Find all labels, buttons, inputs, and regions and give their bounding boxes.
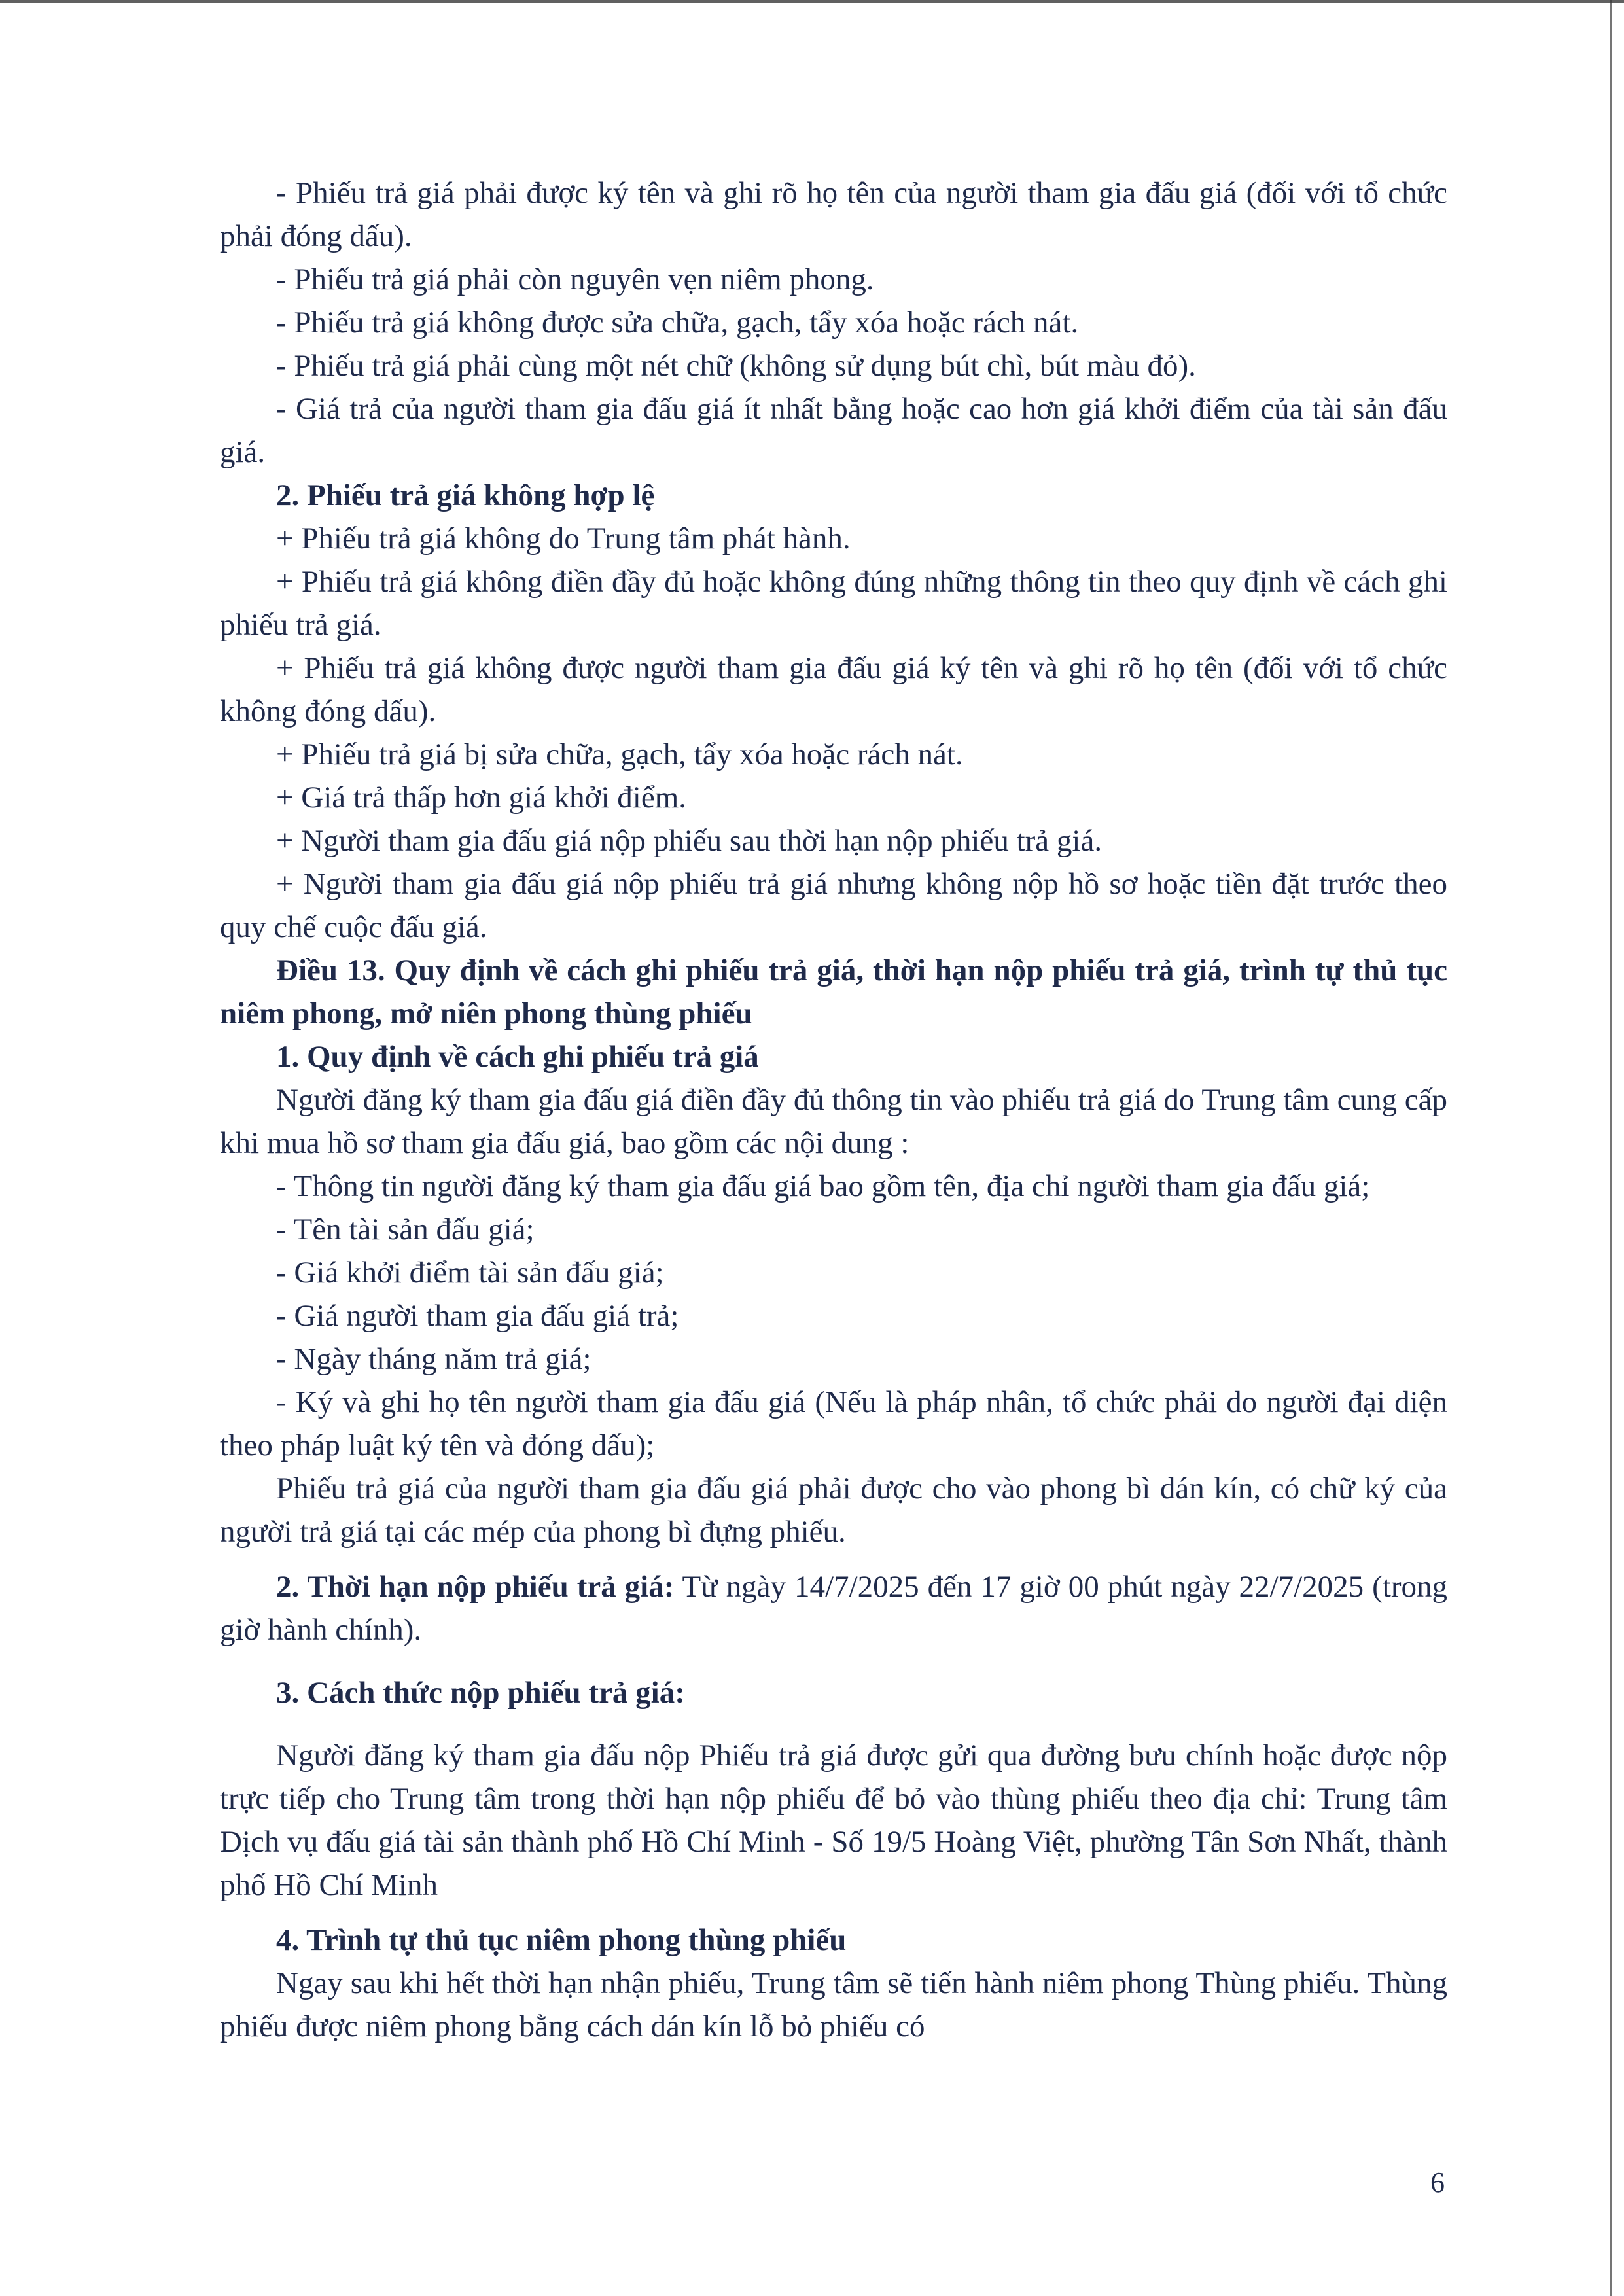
scan-right-edge xyxy=(1610,0,1612,2296)
page-number: 6 xyxy=(1430,2166,1445,2199)
sealing-paragraph: Ngay sau khi hết thời hạn nhận phiếu, Trung tâm sẽ tiến hành niêm phong Thùng phiếu. Thùng phiếu được niêm phong bằng cách dán kín lỗ bỏ phiếu có xyxy=(220,1966,1447,2043)
valid-rule-seal: - Phiếu trả giá phải còn nguyên vẹn niêm phong. xyxy=(276,262,874,296)
section-2-paragraph xyxy=(220,1565,1447,1651)
valid-rule-signature: - Phiếu trả giá phải được ký tên và ghi rõ họ tên của người tham gia đấu giá (đối với tổ chức phải đóng dấu). xyxy=(220,176,1447,253)
bid-form-item: - Giá người tham gia đấu giá trả; xyxy=(276,1299,679,1333)
invalid-item: + Phiếu trả giá không điền đầy đủ hoặc không đúng những thông tin theo quy định về cách ghi phiếu trả giá. xyxy=(220,565,1447,642)
bid-form-intro: Người đăng ký tham gia đấu giá điền đầy đủ thông tin vào phiếu trả giá do Trung tâm cung cấp khi mua hồ sơ tham gia đấu giá, bao gồm các nội dung : xyxy=(220,1083,1447,1160)
envelope-paragraph: Phiếu trả giá của người tham gia đấu giá phải được cho vào phong bì dán kín, có chữ ký của người trả giá tại các mép của phong bì đựng phiếu. xyxy=(220,1472,1447,1549)
invalid-item: + Người tham gia đấu giá nộp phiếu trả giá nhưng không nộp hồ sơ hoặc tiền đặt trước theo quy chế cuộc đấu giá. xyxy=(220,867,1447,944)
bid-form-item: - Ký và ghi họ tên người tham gia đấu giá (Nếu là pháp nhân, tổ chức phải do người đại diện theo pháp luật ký tên và đóng dấu); xyxy=(220,1385,1447,1462)
bid-form-item: - Thông tin người đăng ký tham gia đấu giá bao gồm tên, địa chỉ người tham gia đấu giá; xyxy=(276,1169,1370,1203)
invalid-item: + Người tham gia đấu giá nộp phiếu sau thời hạn nộp phiếu trả giá. xyxy=(276,824,1103,858)
submission-paragraph: Người đăng ký tham gia đấu nộp Phiếu trả giá được gửi qua đường bưu chính hoặc được nộp trực tiếp cho Trung tâm trong thời hạn nộp phiếu để bỏ vào thùng phiếu theo địa chỉ: Trung tâm Dịch vụ đấu giá tài sản thành phố Hồ Chí Minh - Số 19/5 Hoàng Việt, phường Tân Sơn Nhất, thành phố Hồ Chí Minh xyxy=(220,1739,1447,1902)
article-13-heading: Điều 13. Quy định về cách ghi phiếu trả giá, thời hạn nộp phiếu trả giá, trình tự thủ tục niêm phong, mở niên phong thùng phiếu xyxy=(220,953,1447,1031)
invalid-item: + Giá trả thấp hơn giá khởi điểm. xyxy=(276,781,687,815)
invalid-item: + Phiếu trả giá không được người tham gia đấu giá ký tên và ghi rõ họ tên (đối với tổ chức không đóng dấu). xyxy=(220,651,1447,728)
valid-rule-same-handwriting: - Phiếu trả giá phải cùng một nét chữ (không sử dụng bút chì, bút màu đỏ). xyxy=(276,349,1196,383)
section-2-heading: 2. Thời hạn nộp phiếu trả giá: xyxy=(276,1570,675,1604)
invalid-bids-heading: 2. Phiếu trả giá không hợp lệ xyxy=(276,478,655,512)
bid-form-item: - Ngày tháng năm trả giá; xyxy=(276,1342,591,1376)
valid-rule-no-edits: - Phiếu trả giá không được sửa chữa, gạch, tẩy xóa hoặc rách nát. xyxy=(276,306,1079,340)
bid-form-item: - Giá khởi điểm tài sản đấu giá; xyxy=(276,1256,664,1290)
scan-top-edge xyxy=(0,0,1624,3)
invalid-item: + Phiếu trả giá bị sửa chữa, gạch, tẩy xóa hoặc rách nát. xyxy=(276,737,963,771)
valid-rule-min-price: - Giá trả của người tham gia đấu giá ít nhất bằng hoặc cao hơn giá khởi điểm của tài sản đấu giá. xyxy=(220,392,1447,469)
section-1-heading: 1. Quy định về cách ghi phiếu trả giá xyxy=(276,1040,759,1074)
invalid-item: + Phiếu trả giá không do Trung tâm phát hành. xyxy=(276,521,851,556)
section-4-heading: 4. Trình tự thủ tục niêm phong thùng phiếu xyxy=(276,1923,847,1957)
document-body xyxy=(220,171,1447,2048)
bid-form-item: - Tên tài sản đấu giá; xyxy=(276,1212,535,1246)
section-3-heading: 3. Cách thức nộp phiếu trả giá: xyxy=(276,1676,685,1710)
section-2-text: Từ ngày 14/7/2025 đến 17 giờ 00 phút ngày 22/7/2025 (trong giờ hành chính). xyxy=(220,1570,1447,1647)
